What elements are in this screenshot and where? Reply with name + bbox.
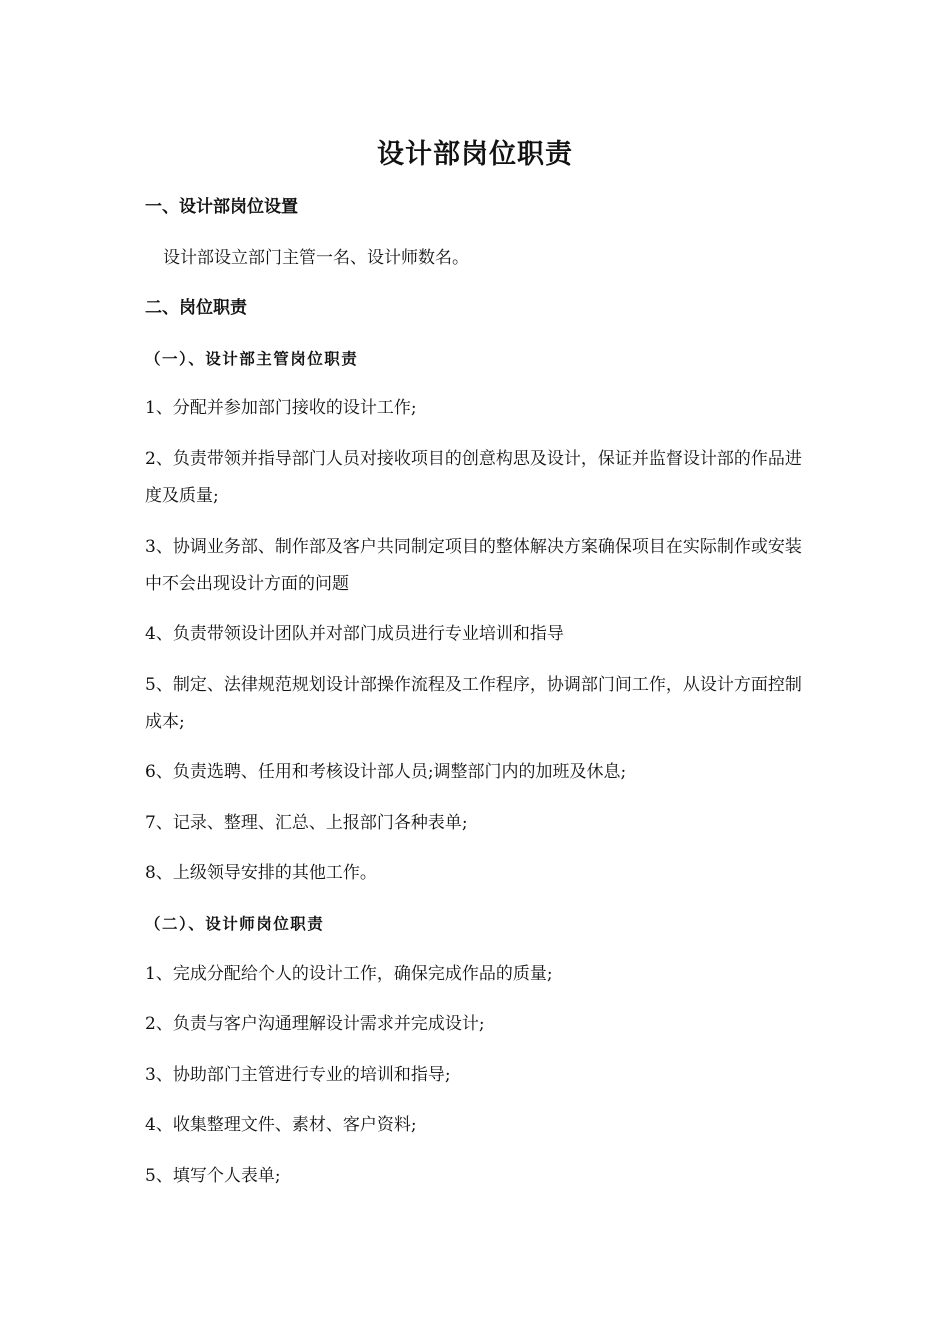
designer-duty-item: 4、收集整理文件、素材、客户资料;	[145, 1115, 417, 1135]
manager-duty-item: 1、分配并参加部门接收的设计工作;	[145, 398, 417, 418]
document-title: 设计部岗位职责	[377, 139, 573, 170]
manager-duty-item: 8、上级领导安排的其他工作。	[145, 863, 377, 883]
section-heading-duties: 二、岗位职责	[145, 298, 247, 318]
designer-duty-item: 2、负责与客户沟通理解设计需求并完成设计;	[145, 1014, 485, 1034]
manager-duty-item: 5、制定、法律规范规划设计部操作流程及工作程序，协调部门间工作，从设计方面控制成本;	[145, 675, 802, 732]
manager-duty-item: 6、负责选聘、任用和考核设计部人员;调整部门内的加班及休息;	[145, 762, 627, 782]
manager-duty-item: 2、负责带领并指导部门人员对接收项目的创意构思及设计，保证并监督设计部的作品进度及质量;	[145, 449, 802, 506]
designer-duty-item: 1、完成分配给个人的设计工作，确保完成作品的质量;	[145, 964, 553, 984]
section-body-positions: 设计部设立部门主管一名、设计师数名。	[163, 248, 469, 268]
section-heading-positions: 一、设计部岗位设置	[145, 197, 298, 217]
designer-duty-item: 3、协助部门主管进行专业的培训和指导;	[145, 1065, 451, 1085]
subsection-heading-manager: （一）、设计部主管岗位职责	[145, 349, 359, 368]
designer-duty-item: 5、填写个人表单;	[145, 1166, 281, 1186]
manager-duty-item: 4、负责带领设计团队并对部门成员进行专业培训和指导	[145, 624, 564, 644]
manager-duty-item: 3、协调业务部、制作部及客户共同制定项目的整体解决方案确保项目在实际制作或安装中不会出现设计方面的问题	[145, 537, 802, 594]
subsection-heading-designer: （二）、设计师岗位职责	[145, 914, 325, 933]
manager-duty-item: 7、记录、整理、汇总、上报部门各种表单;	[145, 813, 468, 833]
